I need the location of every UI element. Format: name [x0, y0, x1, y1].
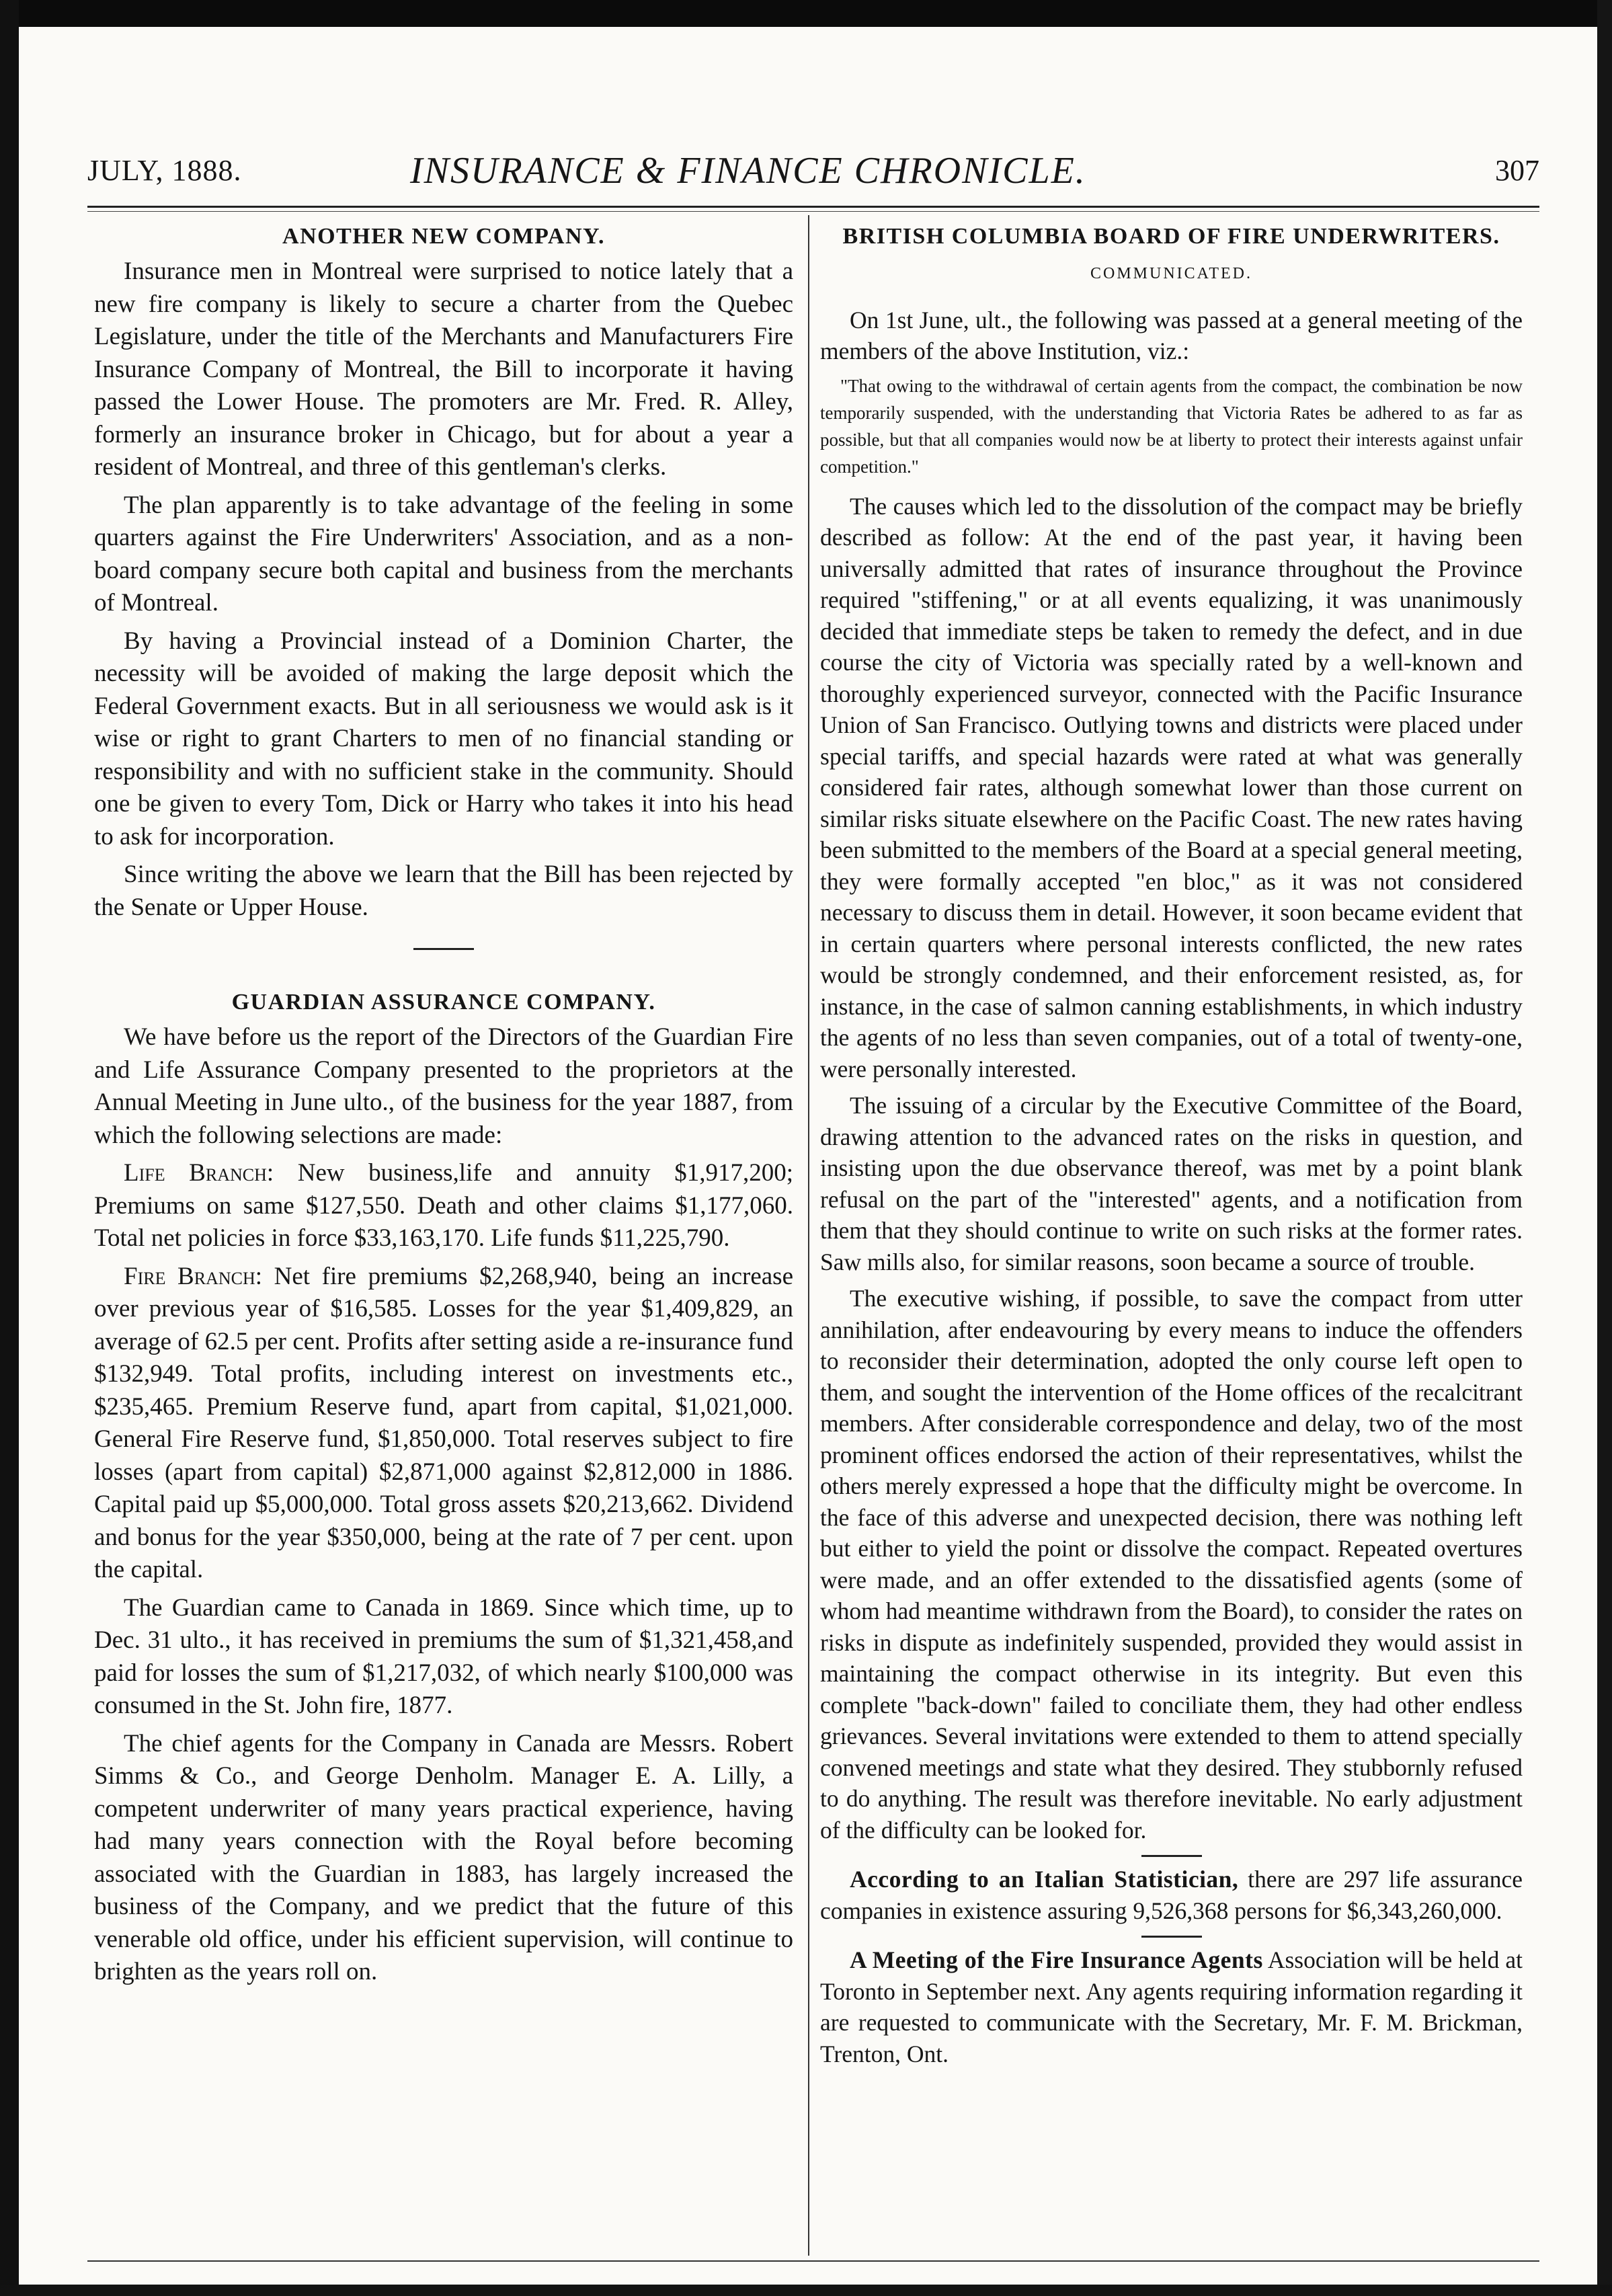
header-title: INSURANCE & FINANCE CHRONICLE. [410, 150, 1086, 192]
paragraph: The plan apparently is to take advantage of the feeling in some quarters against the Fire Underwriters' Association, and as a non-board company secure both capital and business from the merchants of Montreal. [94, 491, 793, 617]
header-rule [87, 206, 1539, 208]
scan-edge-bottom [0, 2285, 1612, 2296]
scan-edge-right [1597, 0, 1612, 2296]
scan-edge-top [0, 0, 1612, 27]
note-lead: According to an Italian Statistician, [850, 1866, 1239, 1893]
fire-branch-label: Fire Branch [124, 1262, 255, 1290]
life-branch-paragraph [94, 1157, 793, 1255]
header-date: JULY, 1888. [87, 154, 242, 187]
note-lead: A Meeting of the Fire Insurance Agents [850, 1946, 1263, 1973]
left-column [94, 222, 793, 1994]
paragraph: The issuing of a circular by the Executive Committee of the Board, drawing attention to the advanced rates on the risks in question, and insisting upon the due observance thereof, was met by a point blank refusal on the part of the "interested" agents, and a notification from them that they should continue to write on such risks at the former rates. Saw mills also, for similar reasons, soon became a source of trouble. [820, 1092, 1523, 1275]
article-title-guardian: GUARDIAN ASSURANCE COMPANY. [231, 990, 656, 1015]
right-column [820, 222, 1523, 2075]
bottom-rule [87, 2260, 1539, 2262]
fire-branch-paragraph [94, 1261, 793, 1587]
running-header [87, 149, 1539, 196]
paragraph: The executive wishing, if possible, to save the compact from utter annihilation, after endeavouring by every means to induce the offenders to reconsider their determination, adopted the only course left open to them, and sought the intervention of the Home offices of the recalcitrant members. After considerable correspondence and delay, two of the most prominent offices endorsed the action of their representatives, whilst the others merely expressed a hope that the difficulty might be overcome. In the face of this adverse and unexpected decision, there was nothing left but either to yield the point or dissolve the compact. Repeated overtures were made, and an offer extended to the dissatisfied agents (some of whom had meantime withdrawn from the Board), to consider the rates on risks in dispute as indefinitely suspended, provided they would assist in maintaining the compact otherwise in its integrity. But even this complete "back-down" failed to conciliate them, they had other endless grievances. Several invitations were extended to them to attend specially convened meetings and state what they desired. They stubbornly refused to do anything. The result was therefore inevitable. No early adjustment of the difficulty can be looked for. [820, 1285, 1523, 1844]
scan-edge-left [0, 0, 19, 2296]
resolution-quote: "That owing to the withdrawal of certain agents from the compact, the combination be now temporarily suspended, with the understanding that Victoria Rates be adhered to as far as possible, but that all companies would now be at liberty to protect their interests against unfair competition." [820, 375, 1523, 477]
article-title-another-new-company: ANOTHER NEW COMPANY. [282, 224, 605, 249]
note-text: there are 297 life assurance companies in existence assuring 9,526,368 persons for $6,343,260,000. [820, 1866, 1523, 1924]
paragraph: The Guardian came to Canada in 1869. Since which time, up to Dec. 31 ulto., it has received in premiums the sum of $1,321,458,and paid for losses the sum of $1,217,032, of which nearly $100,000 was consumed in the St. John fire, 1877. [94, 1593, 793, 1719]
paragraph: Since writing the above we learn that the Bill has been rejected by the Senate or Upper House. [94, 861, 793, 921]
paragraph: The chief agents for the Company in Canada are Messrs. Robert Simms & Co., and George Denholm. Manager E. A. Lilly, a competent underwriter of many years practical experience, having had many years connection with the Royal before becoming associated with the Guardian in 1883, has largely increased the business of the Company, and we predict that the future of this venerable old office, under his efficient supervision, will continue to brighten as the years roll on. [94, 1729, 793, 1985]
column-divider [808, 215, 809, 2256]
article-subtitle: COMMUNICATED. [1090, 265, 1252, 282]
section-separator [1141, 1936, 1202, 1938]
note-fire-agents-meeting [820, 1944, 1523, 2069]
paragraph: The causes which led to the dissolution of the compact may be briefly described as follow: At the end of the past year, it having been universally admitted that rates of insurance throughout the Province required "stiffening," or at all events equalizing, it was unanimously decided that immediate steps be taken to remedy the defect, and in due course the city of Victoria was specially rated by a well-known and thoroughly experienced surveyor, connected with the Pacific Insurance Union of San Francisco. Outlying towns and districts were placed under special tariffs, and special hazards were rated at what was generally considered fair rates, although somewhat lower than those current on similar risks situate elsewhere on the Pacific Coast. The new rates having been submitted to the members of the Board at a special general meeting, they were formally accepted "en bloc," as it was not considered necessary to discuss them in detail. However, it soon became evident that in certain quarters where personal interests conflicted, the new rates would be strongly condemned, and their enforcement resisted, as, for instance, in the case of salmon canning establishments, in which industry the agents of no less than seven companies, out of a total of twenty-one, were personally interested. [820, 492, 1523, 1082]
note-text: Association will be held at Toronto in September next. Any agents requiring information regarding it are requested to communicate with the Secretary, Mr. F. M. Brickman, Trenton, Ont. [820, 1946, 1523, 2067]
header-rule-thin [87, 211, 1539, 212]
note-italian-statistician [820, 1864, 1523, 1926]
section-separator [413, 948, 474, 950]
paragraph: On 1st June, ult., the following was passed at a general meeting of the members of the above Institution, viz.: [820, 306, 1523, 364]
paragraph: Insurance men in Montreal were surprised to notice lately that a new fire company is likely to secure a charter from the Quebec Legislature, under the title of the Merchants and Manufacturers Fire Insurance Company of Montreal, the Bill to incorporate it having passed the Lower House. The promoters are Mr. Fred. R. Alley, formerly an insurance broker in Chicago, but for about a year a resident of Montreal, and three of this gentleman's clerks. [94, 258, 793, 481]
section-separator [1141, 1855, 1202, 1857]
page-number: 307 [1495, 154, 1539, 187]
fire-branch-text: : Net fire premiums $2,268,940, being an increase over previous year of $16,585. Losses for the year $1,409,829, an average of 62.5 per cent. Profits after setting aside a re-insurance fund $132,949. Total profits, including interest on investments etc., $235,465. Premium Reserve fund, apart from capital, $1,021,000. General Fire Reserve fund, $1,850,000. Total reserves subject to fire losses (apart from capital) $2,871,000 against $2,812,000 in 1886. Capital paid up $5,000,000. Total gross assets $20,213,662. Dividend and bonus for the year $350,000, being at the rate of 7 per cent. upon the capital. [94, 1262, 793, 1583]
article-title-british-columbia: BRITISH COLUMBIA BOARD OF FIRE UNDERWRITERS. [842, 224, 1500, 249]
life-branch-label: Life Branch [124, 1159, 267, 1187]
life-branch-text: : New business,life and annuity $1,917,200; Premiums on same $127,550. Death and other claims $1,177,060. Total net policies in force $33,163,170. Life funds $11,225,790. [94, 1159, 794, 1252]
paragraph: By having a Provincial instead of a Dominion Charter, the necessity will be avoided of making the large deposit which the Federal Government exacts. But in all seriousness we would ask is it wise or right to grant Charters to men of no financial standing or responsibility and with no sufficient stake in the community. Should one be given to every Tom, Dick or Harry who takes it into his head to ask for incorporation. [94, 627, 793, 850]
paragraph: We have before us the report of the Directors of the Guardian Fire and Life Assurance Company presented to the proprietors at the Annual Meeting in June ulto., of the business for the year 1887, from which the following selections are made: [94, 1023, 793, 1149]
